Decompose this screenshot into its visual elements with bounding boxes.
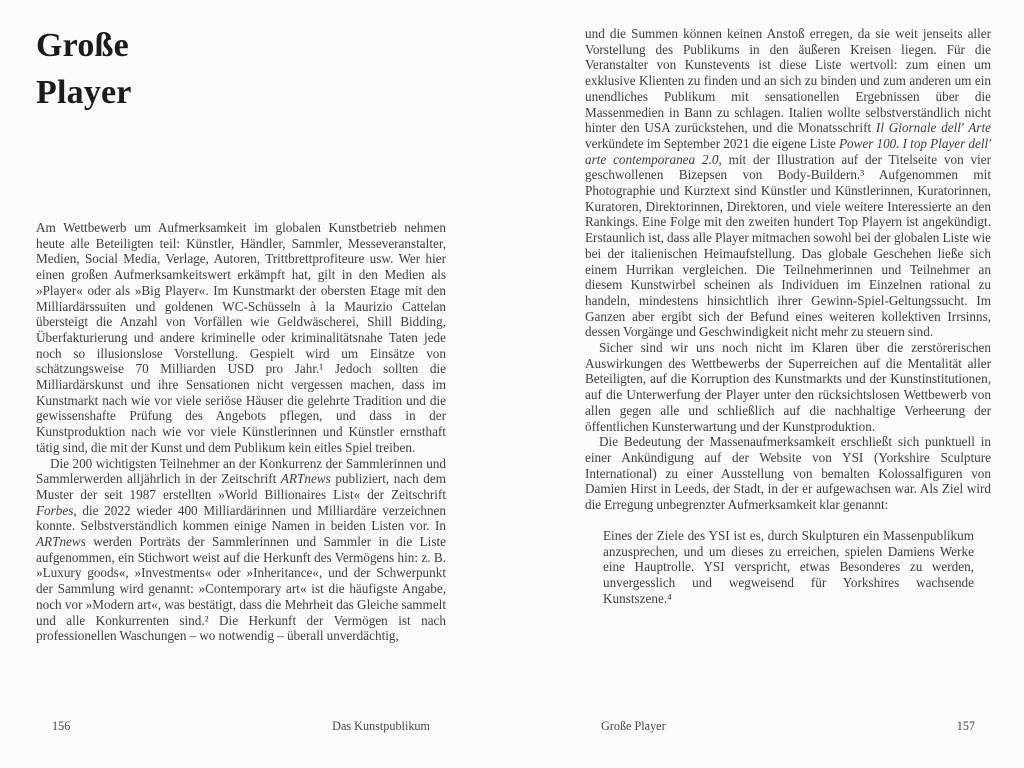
chapter-title-line-2: Player [36, 74, 132, 111]
left-page-body-text [36, 220, 446, 644]
page-number-left: 156 [52, 719, 71, 733]
right-page [585, 0, 991, 768]
running-title-right: Große Player [601, 719, 666, 733]
right-page-body-text [585, 0, 991, 513]
left-page-footer [36, 719, 446, 733]
left-page [36, 0, 446, 768]
chapter-title-line-1: Große [36, 27, 129, 64]
chapter-title [36, 0, 446, 116]
paragraph: und die Summen können keinen Anstoß erregen, da sie weit jenseits aller Vorstellung des Publikums in den äußeren Kreisen liegen. Für die Veranstalter von Kunstevents ist diese Liste wertvoll: zum einen um exklusive Klienten zu finden und an sich zu binden und zum anderen um ein unendliches Publikum mit sensationellen Ergebnissen über die Massenmedien in Bann zu schlagen. Italien wollte selbstverständlich nicht hinter den USA zurückstehen, und die Monatsschrift Il Giornale dell' Arte verkündete im September 2021 die eigene Liste Power 100. I top Player dell' arte contemporanea 2.0, mit der Illustration auf der Titelseite von vier geschwollenen Bizepsen von Body-Buildern.³ Aufgenommen mit Photographie und Kurztext sind Künstler und Künstlerinnen, Kuratorinnen, Kuratoren, Direktorinnen, Direktoren, und viele weitere Interessierte an den Rankings. Eine Folge mit den zweiten hundert Top Playern ist angekündigt. Erstaunlich ist, dass alle Player mitmachen sowohl bei der globalen Liste wie bei der italienischen Heimaufstellung. Das globale Geschehen ließe sich einem Hurrikan vergleichen. Die Teilnehmerinnen und Teilnehmer an diesem Kunstwirbel scheinen als Individuen im Einzelnen rational zu handeln, mindestens hinsichtlich ihrer Gewinn-Spiel-Geltungssucht. Im Ganzen aber ergibt sich der Befund eines weiteren kollektiven Irrsinns, dessen Vorgänge und Geschwindigkeit nicht mehr zu steuern sind. [585, 26, 991, 340]
paragraph: Am Wettbewerb um Aufmerksamkeit im globalen Kunstbetrieb nehmen heute alle Beteiligten teil: Künstler, Händler, Sammler, Messeveranstalter, Medien, Social Media, Verlage, Autoren, Trittbrettprofiteure usw. Wer hier einen großen Aufmerksamkeitswert erkämpft hat, gilt in den Medien als »Player« oder als »Big Player«. Im Kunstmarkt der obersten Etage mit den Milliardärssuiten und goldenen WC-Schüsseln à la Maurizio Cattelan übersteigt die Anzahl von Vorfällen wie Geldwäscherei, Shill Bidding, Überfakturierung und andere kriminelle oder kriminalitätsnahe Taten jede noch so illusionslose Vorstellung. Gespielt wird um Einsätze von schätzungsweise 70 Milliarden USD pro Jahr.¹ Jedoch sollten die Milliardärskunst und ihre Sensationen nicht vergessen machen, dass im Kunstmarkt nach wie vor viele seriöse Häuser die gelehrte Tradition und die gewissenshafte Prüfung des Angebots pflegen, und dass in der Kunstproduktion nach wie vor viele Künstlerinnen und Künstler ernsthaft tätig sind, die mit der Kunst und dem Publikum kein eitles Spiel treiben. [36, 220, 446, 455]
page-number-right: 157 [956, 719, 975, 733]
quote-block: Eines der Ziele des YSI ist es, durch Skulpturen ein Massenpublikum anzusprechen, und um dieses zu erreichen, spielen Damiens Werke eine Hauptrolle. YSI verspricht, etwas Besonderes zu werden, unvergesslich und wegweisend für Yorkshires wachsende Kunstszene.⁴ [603, 527, 974, 606]
paragraph: Die Bedeutung der Massenaufmerksamkeit erschließt sich punktuell in einer Ankündigung auf der Website von YSI (Yorkshire Sculpture International) zu einer Ausstellung von bemalten Kolossalfiguren von Damien Hirst in Leeds, der Stadt, in der er aufgewachsen war. Als Ziel wird die Erregung unbegrenzter Aufmerksamkeit klar genannt: [585, 434, 991, 513]
paragraph: Sicher sind wir uns noch nicht im Klaren über die zerstörerischen Auswirkungen des Wettbewerbs der Superreichen auf die Mentalität aller Beteiligten, auf die Korruption des Kunstmarkts und der Kunstinstitutionen, auf die Unterwerfung der Player unter den rücksichtslosen Wettbewerb von allen gegen alle und schließlich auf die nachhaltige Verheerung der öffentlichen Kunsterwartung und der Kunstproduktion. [585, 340, 991, 434]
running-title-left: Das Kunstpublikum [332, 719, 430, 733]
paragraph: Die 200 wichtigsten Teilnehmer an der Konkurrenz der Sammlerinnen und Sammlerwerden alljährlich in der Zeitschrift ARTnews publiziert, nach dem Muster der seit 1987 erstellten »World Billionaires List« der Zeitschrift Forbes, die 2022 wieder 400 Milliardärinnen und Milliardäre verzeichnen konnte. Selbstverständlich kommen einige Namen in beiden Listen vor. In ARTnews werden Porträts der Sammlerinnen und Sammler in die Liste aufgenommen, ein Stichwort weist auf die Herkunft des Vermögens hin: z. B. »Luxury goods«, »Investments« oder »Inheritance«, und der Schwerpunkt der Sammlung wird genannt: »Contemporary art« ist die häufigste Angabe, noch vor »Modern art«, was bestätigt, dass die Mehrheit das Gleiche sammelt und alle Konkurrenten sind.² Die Herkunft der Vermögen ist nach professionellen Waschungen – wo notwendig – überall unverdächtig, [36, 455, 446, 644]
right-page-footer [585, 719, 991, 733]
